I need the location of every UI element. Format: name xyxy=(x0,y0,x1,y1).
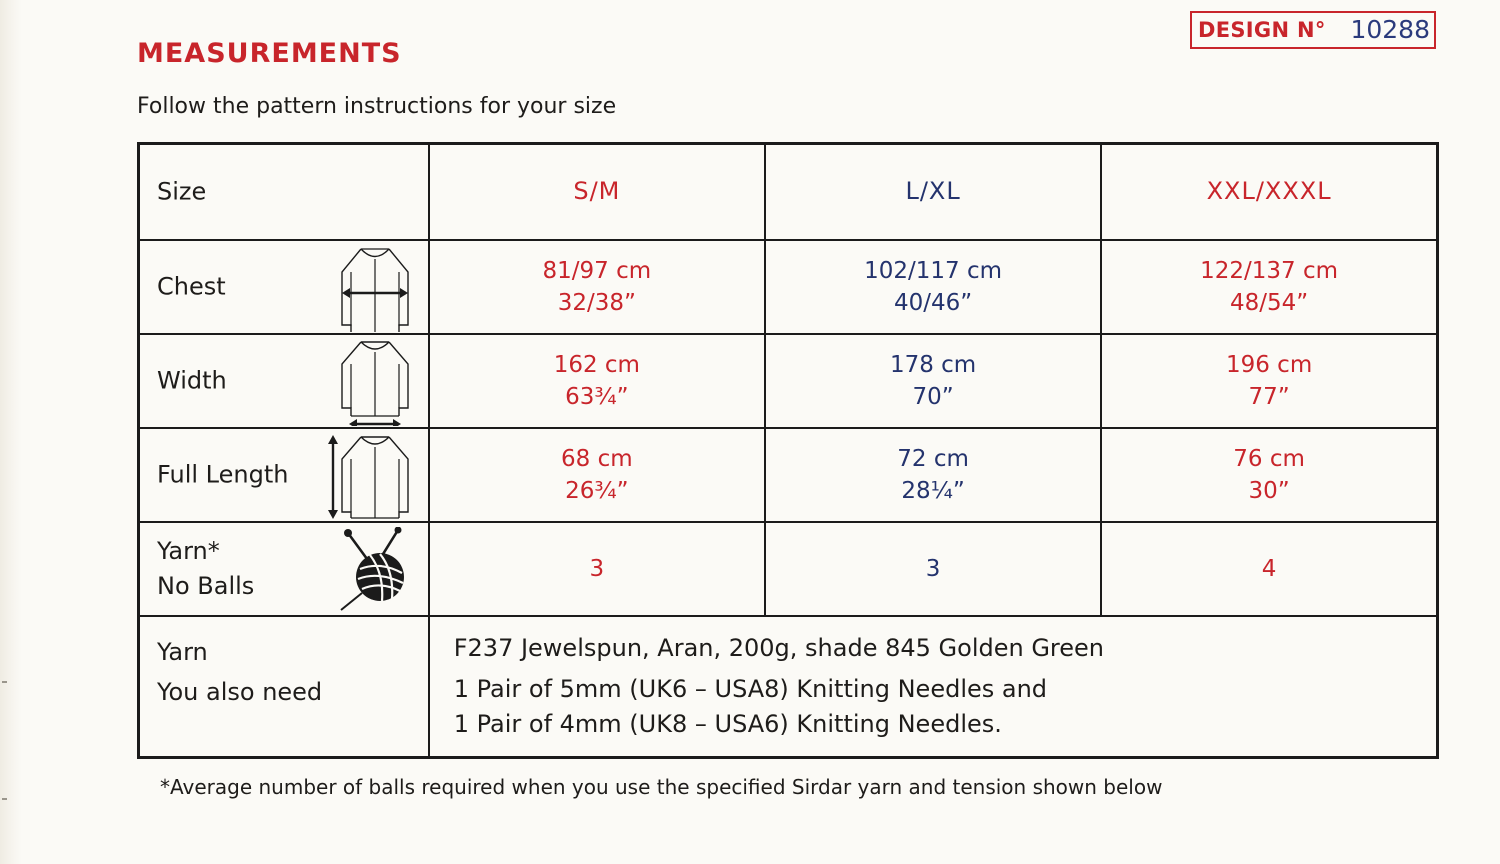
full-length-label-cell xyxy=(139,428,429,522)
yarn-label-cell xyxy=(139,616,429,758)
row-label: Width xyxy=(157,366,227,395)
value-inch: 77” xyxy=(1248,384,1290,410)
margin-mark xyxy=(2,798,7,800)
row-label-line: Yarn* xyxy=(157,537,220,566)
page-title: MEASUREMENTS xyxy=(137,38,402,69)
width-label-cell xyxy=(139,334,429,428)
size-header: XXL/XXXL xyxy=(1101,144,1437,241)
size-label: Size xyxy=(157,177,207,206)
table-row-width xyxy=(139,334,1438,428)
value-cm: 68 cm xyxy=(561,445,633,472)
full-length-value-cell xyxy=(429,428,765,522)
chest-value-cell xyxy=(1101,240,1437,334)
row-label-line: Yarn xyxy=(157,638,208,666)
yarn-line: F237 Jewelspun, Aran, 200g, shade 845 Golden Green xyxy=(453,634,1105,663)
width-value-cell xyxy=(429,334,765,428)
table-row-yarn xyxy=(139,616,1438,758)
value-inch: 28¼” xyxy=(901,478,965,504)
size-header: S/M xyxy=(429,144,765,241)
value-cm: 122/137 cm xyxy=(1200,257,1339,284)
balls-value-cell: 4 xyxy=(1101,522,1437,616)
intro-text: Follow the pattern instructions for your size xyxy=(137,94,617,119)
margin-mark xyxy=(2,681,7,683)
cardigan-length-icon xyxy=(328,434,414,520)
measurements-table xyxy=(137,142,1439,759)
table-row-chest xyxy=(139,240,1438,334)
value-inch: 48/54” xyxy=(1230,290,1309,316)
width-value-cell xyxy=(765,334,1101,428)
yarn-detail-cell xyxy=(429,616,1438,758)
page-edge xyxy=(0,0,22,864)
needles-line: 1 Pair of 4mm (UK8 – USA6) Knitting Needles. xyxy=(453,709,1002,738)
size-header: L/XL xyxy=(765,144,1101,241)
full-length-value-cell xyxy=(1101,428,1437,522)
size-label-cell xyxy=(139,144,429,241)
balls-value-cell: 3 xyxy=(429,522,765,616)
value-cm: 178 cm xyxy=(889,351,977,378)
balls-value-cell: 3 xyxy=(765,522,1101,616)
table-row-full-length xyxy=(139,428,1438,522)
full-length-value-cell xyxy=(765,428,1101,522)
yarn-ball-needles-icon xyxy=(340,527,410,611)
value-cm: 76 cm xyxy=(1233,445,1305,472)
row-label-line: You also need xyxy=(157,677,323,706)
chest-value-cell xyxy=(765,240,1101,334)
footnote: *Average number of balls required when you use the specified Sirdar yarn and tension shown below xyxy=(160,775,1163,799)
table-row-size xyxy=(139,144,1438,241)
value-inch: 63¾” xyxy=(565,384,629,410)
design-label: DESIGN N° xyxy=(1198,18,1326,42)
value-cm: 81/97 cm xyxy=(542,257,652,284)
table-row-yarn-balls xyxy=(139,522,1438,616)
needles-line: 1 Pair of 5mm (UK6 – USA8) Knitting Needles and xyxy=(453,675,1048,704)
row-label-line: No Balls xyxy=(157,572,255,600)
cardigan-width-icon xyxy=(336,340,414,426)
design-number: 10288 xyxy=(1350,15,1430,44)
value-inch: 32/38” xyxy=(557,290,636,316)
chest-label-cell xyxy=(139,240,429,334)
value-cm: 162 cm xyxy=(553,351,640,378)
value-inch: 26¾” xyxy=(565,478,629,504)
width-value-cell xyxy=(1101,334,1437,428)
design-number-box xyxy=(1190,11,1436,49)
value-cm: 196 cm xyxy=(1225,351,1313,378)
value-cm: 72 cm xyxy=(897,445,969,472)
yarn-balls-label-cell xyxy=(139,522,429,616)
chest-value-cell xyxy=(429,240,765,334)
row-label: Chest xyxy=(157,272,226,301)
value-inch: 40/46” xyxy=(893,290,973,316)
value-inch: 70” xyxy=(912,384,954,410)
cardigan-chest-icon xyxy=(336,246,414,332)
value-cm: 102/117 cm xyxy=(864,257,1003,284)
value-inch: 30” xyxy=(1248,478,1290,504)
row-label: Full Length xyxy=(157,460,289,489)
